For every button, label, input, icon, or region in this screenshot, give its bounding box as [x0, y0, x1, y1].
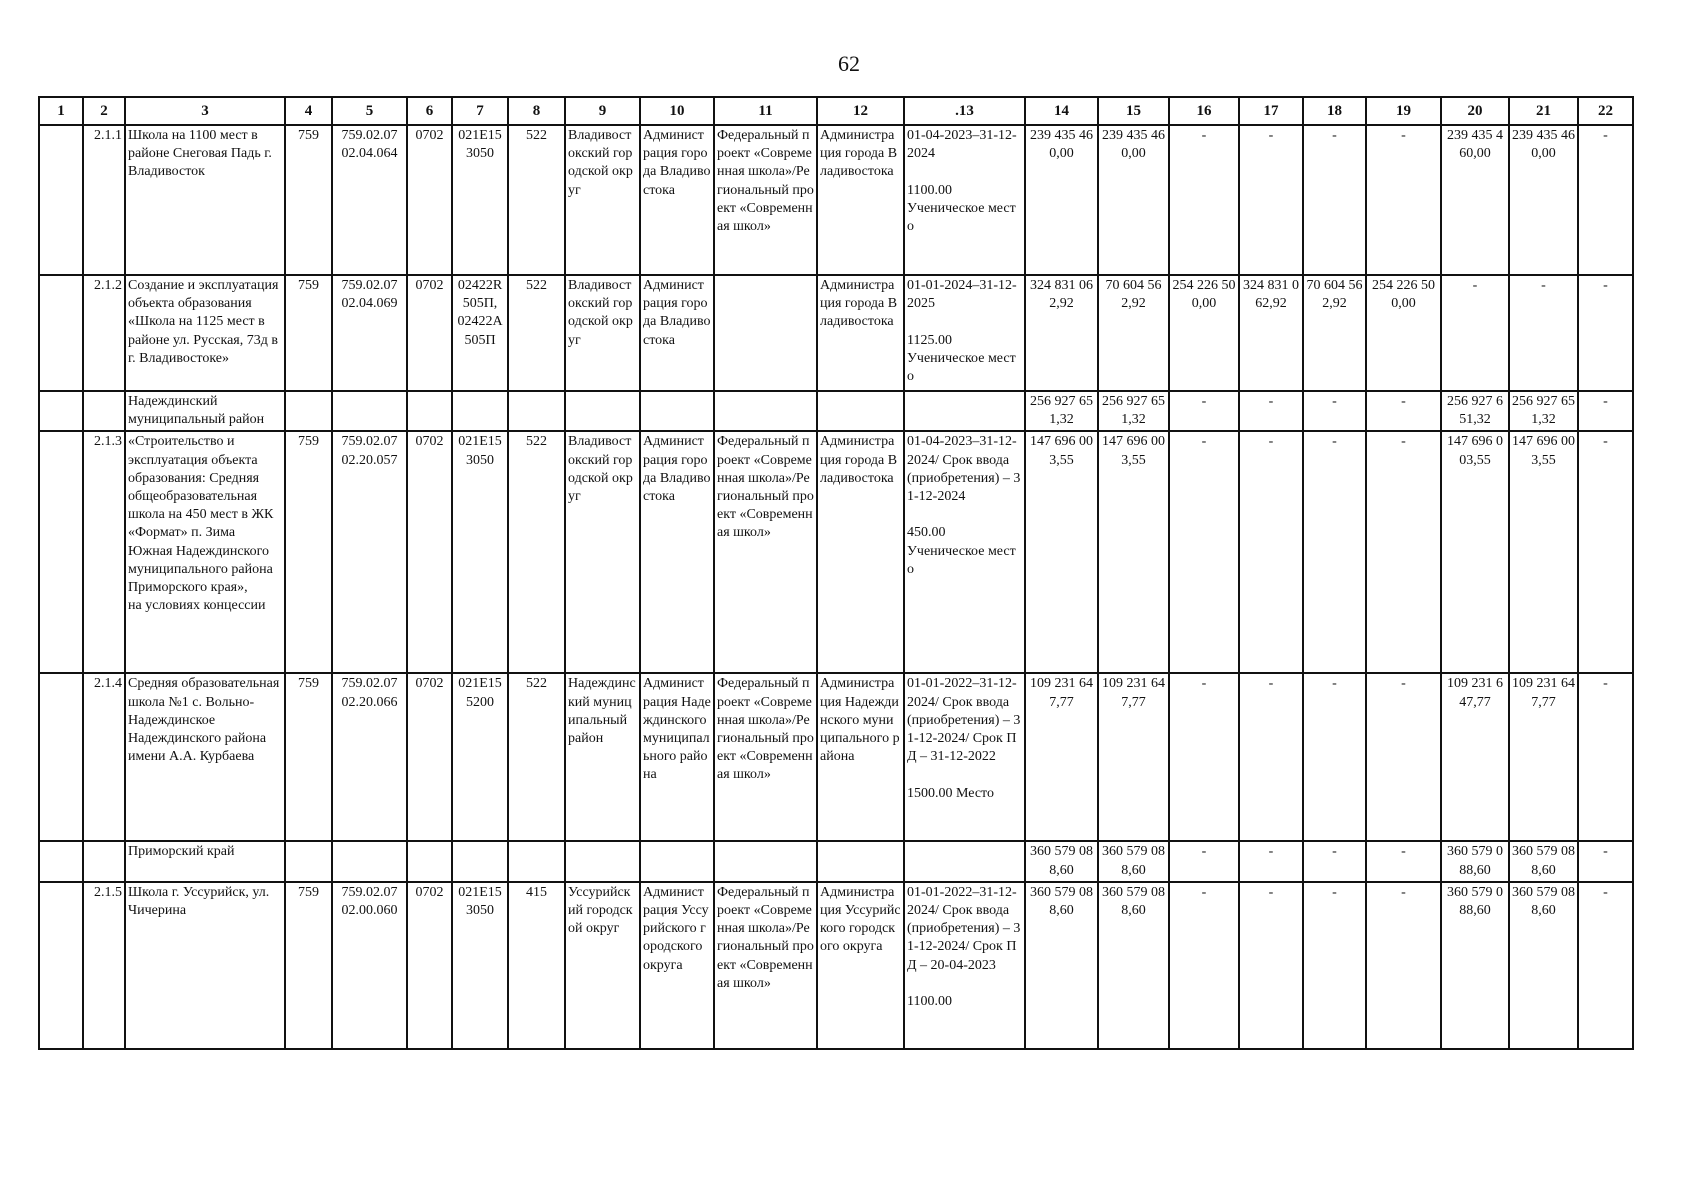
- cell: -: [1303, 673, 1366, 841]
- cell: 324 831 062,92: [1025, 275, 1098, 391]
- cell: Администрация города Владивостока: [817, 431, 904, 673]
- cell: -: [1509, 275, 1578, 391]
- item-number: 2.1.5: [83, 882, 125, 1049]
- cell: 759.02.07 02.04.069: [332, 275, 407, 391]
- cell: 759.02.07 02.00.060: [332, 882, 407, 1049]
- cell: [714, 391, 817, 431]
- cell: 254 226 500,00: [1366, 275, 1441, 391]
- cell: [39, 882, 83, 1049]
- cell: 256 927 651,32: [1098, 391, 1169, 431]
- cell: 360 579 088,60: [1025, 882, 1098, 1049]
- cell: 021E15 3050: [452, 431, 508, 673]
- cell: 360 579 088,60: [1025, 841, 1098, 881]
- cell: -: [1366, 882, 1441, 1049]
- col-header: 8: [508, 97, 565, 125]
- cell: 147 696 003,55: [1098, 431, 1169, 673]
- cell: [407, 391, 452, 431]
- cell: -: [1578, 431, 1633, 673]
- cell: -: [1578, 275, 1633, 391]
- cell: 522: [508, 275, 565, 391]
- cell: -: [1578, 882, 1633, 1049]
- cell: [452, 841, 508, 881]
- cell: -: [1578, 391, 1633, 431]
- page-number: 62: [838, 51, 860, 76]
- cell: 256 927 651,32: [1509, 391, 1578, 431]
- cell: -: [1239, 431, 1303, 673]
- cell: 239 435 460,00: [1509, 125, 1578, 275]
- table-row: [39, 431, 1633, 673]
- cell: 0702: [407, 882, 452, 1049]
- cell: [640, 841, 714, 881]
- cell: [285, 841, 332, 881]
- cell: 109 231 647,77: [1441, 673, 1509, 841]
- cell: [565, 391, 640, 431]
- cell: Администрация Надеждинского муниципального района: [640, 673, 714, 841]
- cell: -: [1239, 673, 1303, 841]
- cell: [714, 841, 817, 881]
- col-header: 19: [1366, 97, 1441, 125]
- subtotal-label: Надеждинский муниципальный район: [125, 391, 285, 431]
- cell: [817, 841, 904, 881]
- cell: -: [1239, 882, 1303, 1049]
- object-name: «Строительство и эксплуатация объекта образования: Средняя общеобразовательная школа на 450 мест в ЖК «Формат» п. Зима Южная Надеждинского муниципального района Приморского края», на условиях концессии: [125, 431, 285, 673]
- investment-table: [38, 96, 1634, 1050]
- header-row: [39, 97, 1633, 125]
- cell: Федеральный проект «Современная школа»/Региональный проект «Современная школ»: [714, 125, 817, 275]
- cell: -: [1303, 391, 1366, 431]
- cell: [407, 841, 452, 881]
- col-header: 14: [1025, 97, 1098, 125]
- cell: -: [1169, 431, 1239, 673]
- cell: 70 604 562,92: [1098, 275, 1169, 391]
- cell: 759.02.07 02.20.057: [332, 431, 407, 673]
- col-header: 9: [565, 97, 640, 125]
- cell: [904, 391, 1025, 431]
- col-header: 3: [125, 97, 285, 125]
- cell: -: [1366, 841, 1441, 881]
- cell: -: [1578, 125, 1633, 275]
- cell: 759: [285, 275, 332, 391]
- cell: Администрация Уссурийского городского округа: [640, 882, 714, 1049]
- cell: Администрация города Владивостока: [640, 431, 714, 673]
- cell: Надеждинский муниципальный район: [565, 673, 640, 841]
- cell: -: [1239, 391, 1303, 431]
- cell: 360 579 088,60: [1441, 841, 1509, 881]
- cell: 109 231 647,77: [1098, 673, 1169, 841]
- table-row: [39, 275, 1633, 391]
- cell: -: [1366, 673, 1441, 841]
- cell: [565, 841, 640, 881]
- cell: -: [1169, 841, 1239, 881]
- cell: 324 831 062,92: [1239, 275, 1303, 391]
- cell: 021E15 5200: [452, 673, 508, 841]
- object-name: Школа г. Уссурийск, ул. Чичерина: [125, 882, 285, 1049]
- cell: Администрация города Владивостока: [640, 275, 714, 391]
- cell: 256 927 651,32: [1025, 391, 1098, 431]
- cell: 522: [508, 431, 565, 673]
- cell: [39, 125, 83, 275]
- cell: Владивостокский городской округ: [565, 125, 640, 275]
- cell: 759: [285, 882, 332, 1049]
- cell: [83, 841, 125, 881]
- subtotal-row: [39, 841, 1633, 881]
- item-number: 2.1.1: [83, 125, 125, 275]
- object-name: Школа на 1100 мест в районе Снеговая Падь г. Владивосток: [125, 125, 285, 275]
- cell: [452, 391, 508, 431]
- cell: 0702: [407, 125, 452, 275]
- cell: 759: [285, 673, 332, 841]
- cell: -: [1169, 125, 1239, 275]
- cell: 256 927 651,32: [1441, 391, 1509, 431]
- object-name: Средняя образовательная школа №1 с. Вольно-Надеждинское Надеждинского района имени А.А. Курбаева: [125, 673, 285, 841]
- cell: 360 579 088,60: [1098, 841, 1169, 881]
- cell: 0702: [407, 673, 452, 841]
- col-header: 10: [640, 97, 714, 125]
- col-header: 18: [1303, 97, 1366, 125]
- subtotal-label: Приморский край: [125, 841, 285, 881]
- cell: [39, 275, 83, 391]
- cell: 01-01-2022–31-12-2024/ Срок ввода (приобретения) – 31-12-2024/ Срок ПД – 20-04-2023 1100.00: [904, 882, 1025, 1049]
- cell: 415: [508, 882, 565, 1049]
- col-header: 17: [1239, 97, 1303, 125]
- table-row: [39, 882, 1633, 1049]
- cell: 254 226 500,00: [1169, 275, 1239, 391]
- cell: -: [1578, 673, 1633, 841]
- cell: 01-01-2024–31-12-2025 1125.00 Ученическое место: [904, 275, 1025, 391]
- cell: 021E15 3050: [452, 882, 508, 1049]
- col-header: 16: [1169, 97, 1239, 125]
- cell: 01-01-2022–31-12-2024/ Срок ввода (приобретения) – 31-12-2024/ Срок ПД – 31-12-2022 1500.00 Место: [904, 673, 1025, 841]
- cell: Администрация города Владивостока: [640, 125, 714, 275]
- cell: -: [1169, 391, 1239, 431]
- cell: 239 435 460,00: [1441, 125, 1509, 275]
- cell: -: [1303, 431, 1366, 673]
- cell: 360 579 088,60: [1441, 882, 1509, 1049]
- cell: -: [1239, 125, 1303, 275]
- cell: 759.02.07 02.04.064: [332, 125, 407, 275]
- cell: 239 435 460,00: [1025, 125, 1098, 275]
- cell: 360 579 088,60: [1509, 882, 1578, 1049]
- cell: 360 579 088,60: [1098, 882, 1169, 1049]
- cell: 02422R 505П, 02422A 505П: [452, 275, 508, 391]
- cell: [39, 431, 83, 673]
- cell: [817, 391, 904, 431]
- col-header: 6: [407, 97, 452, 125]
- col-header: 22: [1578, 97, 1633, 125]
- cell: 522: [508, 673, 565, 841]
- col-header: 4: [285, 97, 332, 125]
- item-number: 2.1.3: [83, 431, 125, 673]
- cell: Администрация Надеждинского муниципального района: [817, 673, 904, 841]
- cell: -: [1366, 431, 1441, 673]
- subtotal-row: [39, 391, 1633, 431]
- cell: Администрация Уссурийского городского округа: [817, 882, 904, 1049]
- cell: [332, 391, 407, 431]
- cell: -: [1169, 673, 1239, 841]
- col-header: 5: [332, 97, 407, 125]
- cell: 239 435 460,00: [1098, 125, 1169, 275]
- cell: 147 696 003,55: [1509, 431, 1578, 673]
- col-header: 21: [1509, 97, 1578, 125]
- cell: Федеральный проект «Современная школа»/Региональный проект «Современная школ»: [714, 882, 817, 1049]
- col-header: .13: [904, 97, 1025, 125]
- col-header: 11: [714, 97, 817, 125]
- table-row: [39, 125, 1633, 275]
- cell: -: [1303, 841, 1366, 881]
- col-header: 12: [817, 97, 904, 125]
- cell: -: [1239, 841, 1303, 881]
- cell: 360 579 088,60: [1509, 841, 1578, 881]
- cell: 759: [285, 431, 332, 673]
- cell: [904, 841, 1025, 881]
- item-number: 2.1.4: [83, 673, 125, 841]
- cell: 70 604 562,92: [1303, 275, 1366, 391]
- cell: [39, 673, 83, 841]
- cell: 147 696 003,55: [1025, 431, 1098, 673]
- cell: 759.02.07 02.20.066: [332, 673, 407, 841]
- cell: [39, 841, 83, 881]
- table-row: [39, 673, 1633, 841]
- cell: Владивостокский городской округ: [565, 431, 640, 673]
- cell: Администрация города Владивостока: [817, 275, 904, 391]
- cell: Владивостокский городской округ: [565, 275, 640, 391]
- cell: [508, 841, 565, 881]
- cell: 021E15 3050: [452, 125, 508, 275]
- col-header: 1: [39, 97, 83, 125]
- cell: 0702: [407, 431, 452, 673]
- cell: [39, 391, 83, 431]
- cell: -: [1303, 125, 1366, 275]
- cell: Федеральный проект «Современная школа»/Региональный проект «Современная школ»: [714, 431, 817, 673]
- cell: 01-04-2023–31-12-2024/ Срок ввода (приобретения) – 31-12-2024 450.00 Ученическое место: [904, 431, 1025, 673]
- cell: [714, 275, 817, 391]
- col-header: 7: [452, 97, 508, 125]
- cell: -: [1366, 391, 1441, 431]
- cell: -: [1441, 275, 1509, 391]
- cell: 0702: [407, 275, 452, 391]
- cell: -: [1578, 841, 1633, 881]
- cell: Федеральный проект «Современная школа»/Региональный проект «Современная школ»: [714, 673, 817, 841]
- cell: 759: [285, 125, 332, 275]
- cell: -: [1366, 125, 1441, 275]
- cell: Администрация города Владивостока: [817, 125, 904, 275]
- cell: 109 231 647,77: [1509, 673, 1578, 841]
- object-name: Создание и эксплуатация объекта образования «Школа на 1125 мест в районе ул. Русская, 73д в г. Владивостоке»: [125, 275, 285, 391]
- cell: -: [1303, 882, 1366, 1049]
- cell: Уссурийский городской округ: [565, 882, 640, 1049]
- cell: [285, 391, 332, 431]
- col-header: 2: [83, 97, 125, 125]
- cell: [640, 391, 714, 431]
- cell: [508, 391, 565, 431]
- cell: 109 231 647,77: [1025, 673, 1098, 841]
- cell: [332, 841, 407, 881]
- cell: 147 696 003,55: [1441, 431, 1509, 673]
- item-number: 2.1.2: [83, 275, 125, 391]
- cell: 522: [508, 125, 565, 275]
- col-header: 15: [1098, 97, 1169, 125]
- cell: -: [1169, 882, 1239, 1049]
- cell: 01-04-2023–31-12-2024 1100.00 Ученическое место: [904, 125, 1025, 275]
- col-header: 20: [1441, 97, 1509, 125]
- cell: [83, 391, 125, 431]
